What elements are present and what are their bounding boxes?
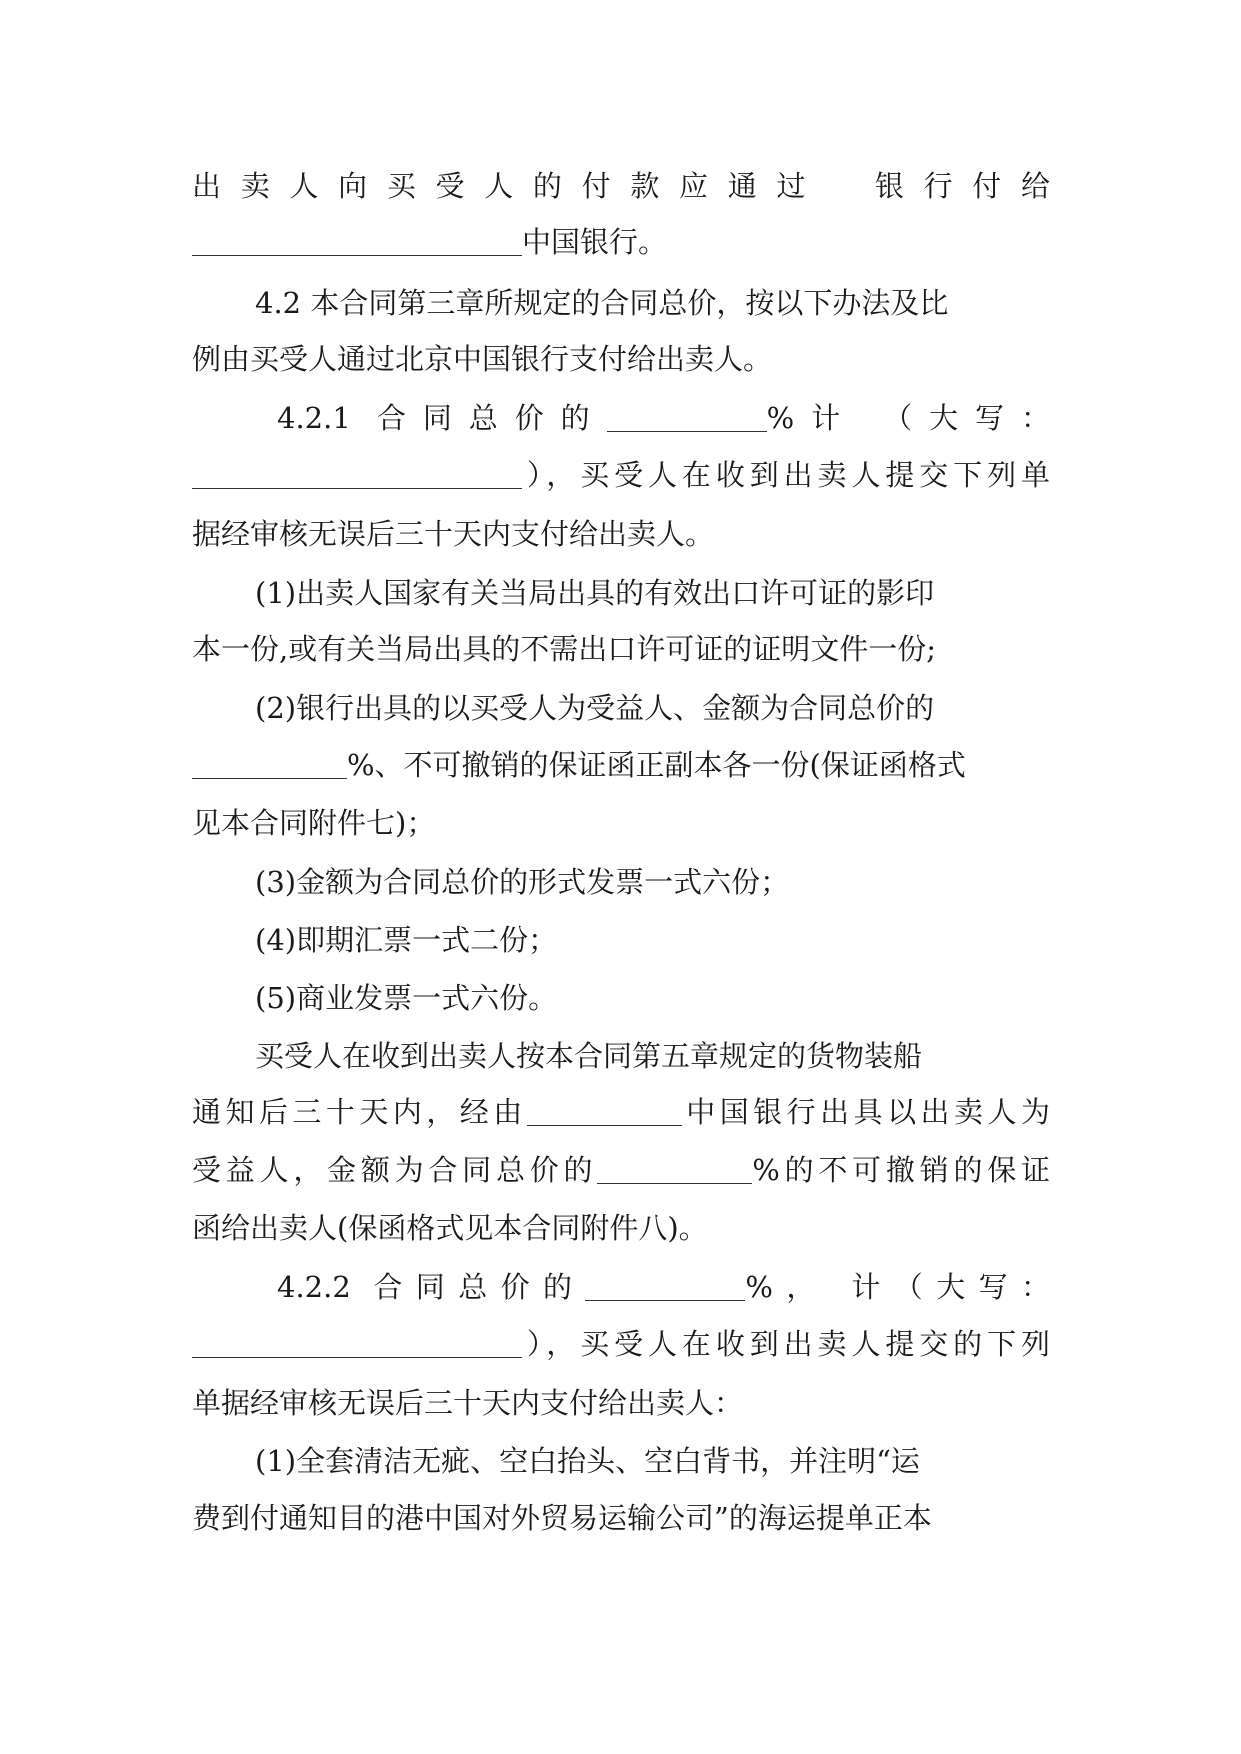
text-segment: 4.2 本合同第三章所规定的合同总价，按以下办法及比 xyxy=(255,286,949,320)
text-line-24 xyxy=(192,1495,1050,1541)
text-line-9 xyxy=(192,626,1050,672)
text-segment: 通知后三十天内，经由 xyxy=(192,1095,527,1129)
text-segment: 函给出卖人(保函格式见本合同附件八)。 xyxy=(192,1211,708,1245)
text-line-17 xyxy=(192,1089,1050,1135)
text-line-6 xyxy=(192,452,1050,498)
text-segment: 银行付给 xyxy=(855,169,1050,203)
text-segment: 中国银行出具以出卖人为 xyxy=(681,1095,1050,1129)
text-segment: %的不可撤销的保证 xyxy=(752,1153,1050,1187)
text-segment: 4.2.2 合同总价的 xyxy=(277,1270,586,1304)
text-segment: ），买受人在收到出卖人提交下列单 xyxy=(522,458,1050,492)
text-segment: 例由买受人通过北京中国银行支付给出卖人。 xyxy=(192,342,773,376)
text-line-1 xyxy=(192,163,1050,209)
text-segment: %， 计（大写： xyxy=(745,1270,1050,1304)
text-line-20 xyxy=(277,1264,1050,1310)
text-line-15 xyxy=(255,975,1050,1021)
fill-blank[interactable] xyxy=(607,401,767,432)
fill-blank[interactable] xyxy=(527,1095,682,1126)
text-line-11 xyxy=(192,742,1050,788)
text-segment: 据经审核无误后三十天内支付给出卖人。 xyxy=(192,517,715,551)
text-line-4 xyxy=(192,336,1050,382)
text-segment: %、不可撤销的保证函正副本各一份(保证函格式 xyxy=(347,748,966,782)
text-segment: 见本合同附件七)； xyxy=(192,806,436,840)
text-line-19 xyxy=(192,1205,1050,1251)
text-line-21 xyxy=(192,1321,1050,1367)
text-line-13 xyxy=(255,859,1050,905)
text-segment: (4)即期汇票一式二份； xyxy=(255,923,558,957)
text-segment: 中国银行。 xyxy=(522,225,668,259)
text-line-3 xyxy=(255,280,1050,326)
text-line-16 xyxy=(255,1033,1050,1079)
text-segment: 4.2.1 合同总价的 xyxy=(277,401,607,435)
text-segment: 受益人，金额为合同总价的 xyxy=(192,1153,598,1187)
text-line-22 xyxy=(192,1380,1050,1426)
text-line-23 xyxy=(255,1438,1050,1484)
text-segment: 买受人在收到出卖人按本合同第五章规定的货物装船 xyxy=(255,1039,923,1073)
text-segment: %计 （大写： xyxy=(766,401,1050,435)
text-line-5 xyxy=(277,395,1050,441)
fill-blank[interactable] xyxy=(597,1153,752,1184)
fill-blank[interactable] xyxy=(192,748,347,779)
fill-blank[interactable] xyxy=(192,1327,522,1358)
text-segment: (1)出卖人国家有关当局出具的有效出口许可证的影印 xyxy=(255,576,935,610)
text-segment: (2)银行出具的以买受人为受益人、金额为合同总价的 xyxy=(255,691,935,725)
text-line-8 xyxy=(255,570,1050,616)
text-line-7 xyxy=(192,511,1050,557)
text-line-14 xyxy=(255,917,1050,963)
text-segment: ），买受人在收到出卖人提交的下列 xyxy=(522,1327,1050,1361)
text-segment: 费到付通知目的港中国对外贸易运输公司”的海运提单正本 xyxy=(192,1501,932,1535)
text-line-10 xyxy=(255,685,1050,731)
text-segment: 本一份,或有关当局出具的不需出口许可证的证明文件一份; xyxy=(192,632,936,666)
fill-blank[interactable] xyxy=(192,458,522,489)
text-segment: (3)金额为合同总价的形式发票一式六份； xyxy=(255,865,790,899)
text-line-18 xyxy=(192,1147,1050,1193)
fill-blank[interactable] xyxy=(585,1270,745,1301)
text-segment: 单据经审核无误后三十天内支付给出卖人： xyxy=(192,1386,744,1420)
text-segment: (5)商业发票一式六份。 xyxy=(255,981,558,1015)
text-segment: (1)全套清洁无疵、空白抬头、空白背书，并注明“运 xyxy=(255,1444,920,1478)
fill-blank[interactable] xyxy=(192,225,522,256)
text-line-12 xyxy=(192,800,1050,846)
text-segment: 出卖人向买受人的付款应通过 xyxy=(192,169,826,203)
text-line-2 xyxy=(192,219,1050,265)
